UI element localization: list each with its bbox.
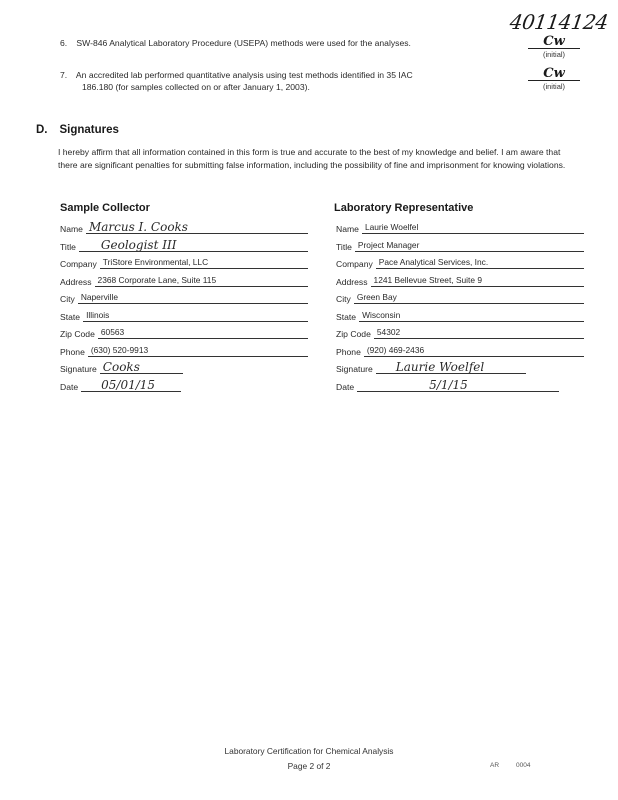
item-7-text-line1: An accredited lab performed quantitative analysis using test methods identified in 35 IAC bbox=[75, 70, 413, 80]
sc-company-label: Company bbox=[60, 259, 97, 269]
sc-zip-value[interactable]: 60563 bbox=[98, 326, 308, 339]
sc-phone-value[interactable]: (630) 520-9913 bbox=[88, 344, 308, 357]
sc-address-value[interactable]: 2368 Corporate Lane, Suite 115 bbox=[95, 274, 308, 287]
sc-title-row bbox=[60, 238, 308, 252]
lr-company-label: Company bbox=[336, 259, 373, 269]
section-name: Signatures bbox=[59, 124, 119, 136]
lr-state-label: State bbox=[336, 311, 357, 322]
section-letter: D. bbox=[36, 124, 48, 136]
lr-state-row bbox=[336, 308, 584, 322]
lab-rep-form bbox=[336, 220, 584, 392]
footer-title: Laboratory Certification for Chemical Analysis bbox=[224, 746, 394, 756]
lr-zip-label: Zip Code bbox=[336, 329, 371, 339]
lr-address-row bbox=[336, 273, 584, 287]
lr-city-row bbox=[336, 290, 584, 304]
item-7-initial-line bbox=[528, 68, 580, 81]
sc-address-label: Address bbox=[60, 276, 92, 287]
sc-name-row bbox=[60, 220, 308, 234]
sc-company-row bbox=[60, 255, 308, 269]
lr-company-row bbox=[336, 255, 584, 269]
lr-name-row bbox=[336, 220, 584, 234]
sc-state-label: State bbox=[60, 311, 81, 322]
sc-title-label: Title bbox=[60, 241, 76, 252]
lr-address-label: Address bbox=[336, 276, 368, 287]
lr-date-row bbox=[336, 378, 584, 392]
sc-name-label: Name bbox=[60, 224, 83, 234]
sc-city-row bbox=[60, 290, 308, 304]
item-6 bbox=[60, 38, 411, 48]
section-title bbox=[36, 124, 119, 136]
lr-title-label: Title bbox=[336, 241, 352, 252]
item-7-initial-mark: Cw bbox=[543, 66, 565, 81]
sc-phone-row bbox=[60, 343, 308, 357]
document-id-handwritten: 40114124 bbox=[508, 10, 610, 34]
lr-address-value[interactable]: 1241 Bellevue Street, Suite 9 bbox=[371, 274, 584, 287]
lr-phone-value[interactable]: (920) 469-2436 bbox=[364, 344, 584, 357]
sc-signature-row bbox=[60, 360, 308, 374]
sc-zip-label: Zip Code bbox=[60, 329, 95, 339]
sc-company-value[interactable]: TriStore Environmental, LLC bbox=[100, 256, 308, 269]
sc-date-label: Date bbox=[60, 381, 79, 392]
lab-rep-heading: Laboratory Representative bbox=[334, 202, 474, 214]
sc-city-label: City bbox=[60, 294, 75, 304]
sc-date-value[interactable]: 05/01/15 bbox=[81, 379, 181, 392]
lr-title-value[interactable]: Project Manager bbox=[355, 239, 584, 252]
sc-state-value[interactable]: Illinois bbox=[83, 309, 308, 322]
affirmation-text: I hereby affirm that all information contained in this form is true and accurate to the best of my knowledge and belief. I am aware that there are significant penalties for submitting false information, including the possibility of fine and imprisonment for knowing violations. bbox=[58, 147, 566, 170]
item-6-number: 6. bbox=[60, 38, 68, 48]
lr-signature-row bbox=[336, 360, 584, 374]
sc-title-value[interactable]: Geologist III bbox=[79, 239, 308, 252]
lr-state-value[interactable]: Wisconsin bbox=[359, 309, 584, 322]
item-7-text-line2: 186.180 (for samples collected on or after January 1, 2003). bbox=[82, 82, 310, 92]
sample-collector-form bbox=[60, 220, 308, 392]
lr-zip-value[interactable]: 54302 bbox=[374, 326, 584, 339]
lr-title-row bbox=[336, 238, 584, 252]
lr-date-value[interactable]: 5/1/15 bbox=[357, 379, 559, 392]
item-7-number: 7. bbox=[60, 70, 68, 80]
lr-name-label: Name bbox=[336, 224, 359, 234]
footer-code-left: AR bbox=[490, 762, 500, 769]
item-6-text: SW-846 Analytical Laboratory Procedure (USEPA) methods were used for the analyses. bbox=[76, 38, 411, 48]
lr-zip-row bbox=[336, 325, 584, 339]
lr-city-value[interactable]: Green Bay bbox=[354, 291, 584, 304]
lr-phone-row bbox=[336, 343, 584, 357]
sc-address-row bbox=[60, 273, 308, 287]
sample-collector-heading: Sample Collector bbox=[60, 202, 150, 214]
lr-date-label: Date bbox=[336, 381, 355, 392]
sc-signature-label: Signature bbox=[60, 364, 97, 374]
sc-name-value[interactable]: Marcus I. Cooks bbox=[86, 221, 308, 234]
lr-phone-label: Phone bbox=[336, 346, 361, 357]
sc-state-row bbox=[60, 308, 308, 322]
item-6-initial-label: (initial) bbox=[542, 50, 566, 59]
lr-company-value[interactable]: Pace Analytical Services, Inc. bbox=[376, 256, 584, 269]
sc-phone-label: Phone bbox=[60, 346, 85, 357]
lr-name-value[interactable]: Laurie Woelfel bbox=[362, 221, 584, 234]
item-6-initial-line bbox=[528, 36, 580, 49]
sc-zip-row bbox=[60, 325, 308, 339]
footer-page-number: Page 2 of 2 bbox=[287, 761, 331, 771]
sc-signature-value[interactable]: Cooks bbox=[100, 361, 183, 374]
lr-signature-value[interactable]: Laurie Woelfel bbox=[376, 361, 526, 374]
item-7-initial-label: (initial) bbox=[542, 82, 566, 91]
footer-code-right: 0004 bbox=[516, 762, 531, 769]
sc-date-row bbox=[60, 378, 308, 392]
sc-city-value[interactable]: Naperville bbox=[78, 291, 308, 304]
item-6-initial-mark: Cw bbox=[543, 34, 565, 49]
lr-signature-label: Signature bbox=[336, 364, 373, 374]
item-7 bbox=[60, 70, 413, 80]
lr-city-label: City bbox=[336, 294, 351, 304]
